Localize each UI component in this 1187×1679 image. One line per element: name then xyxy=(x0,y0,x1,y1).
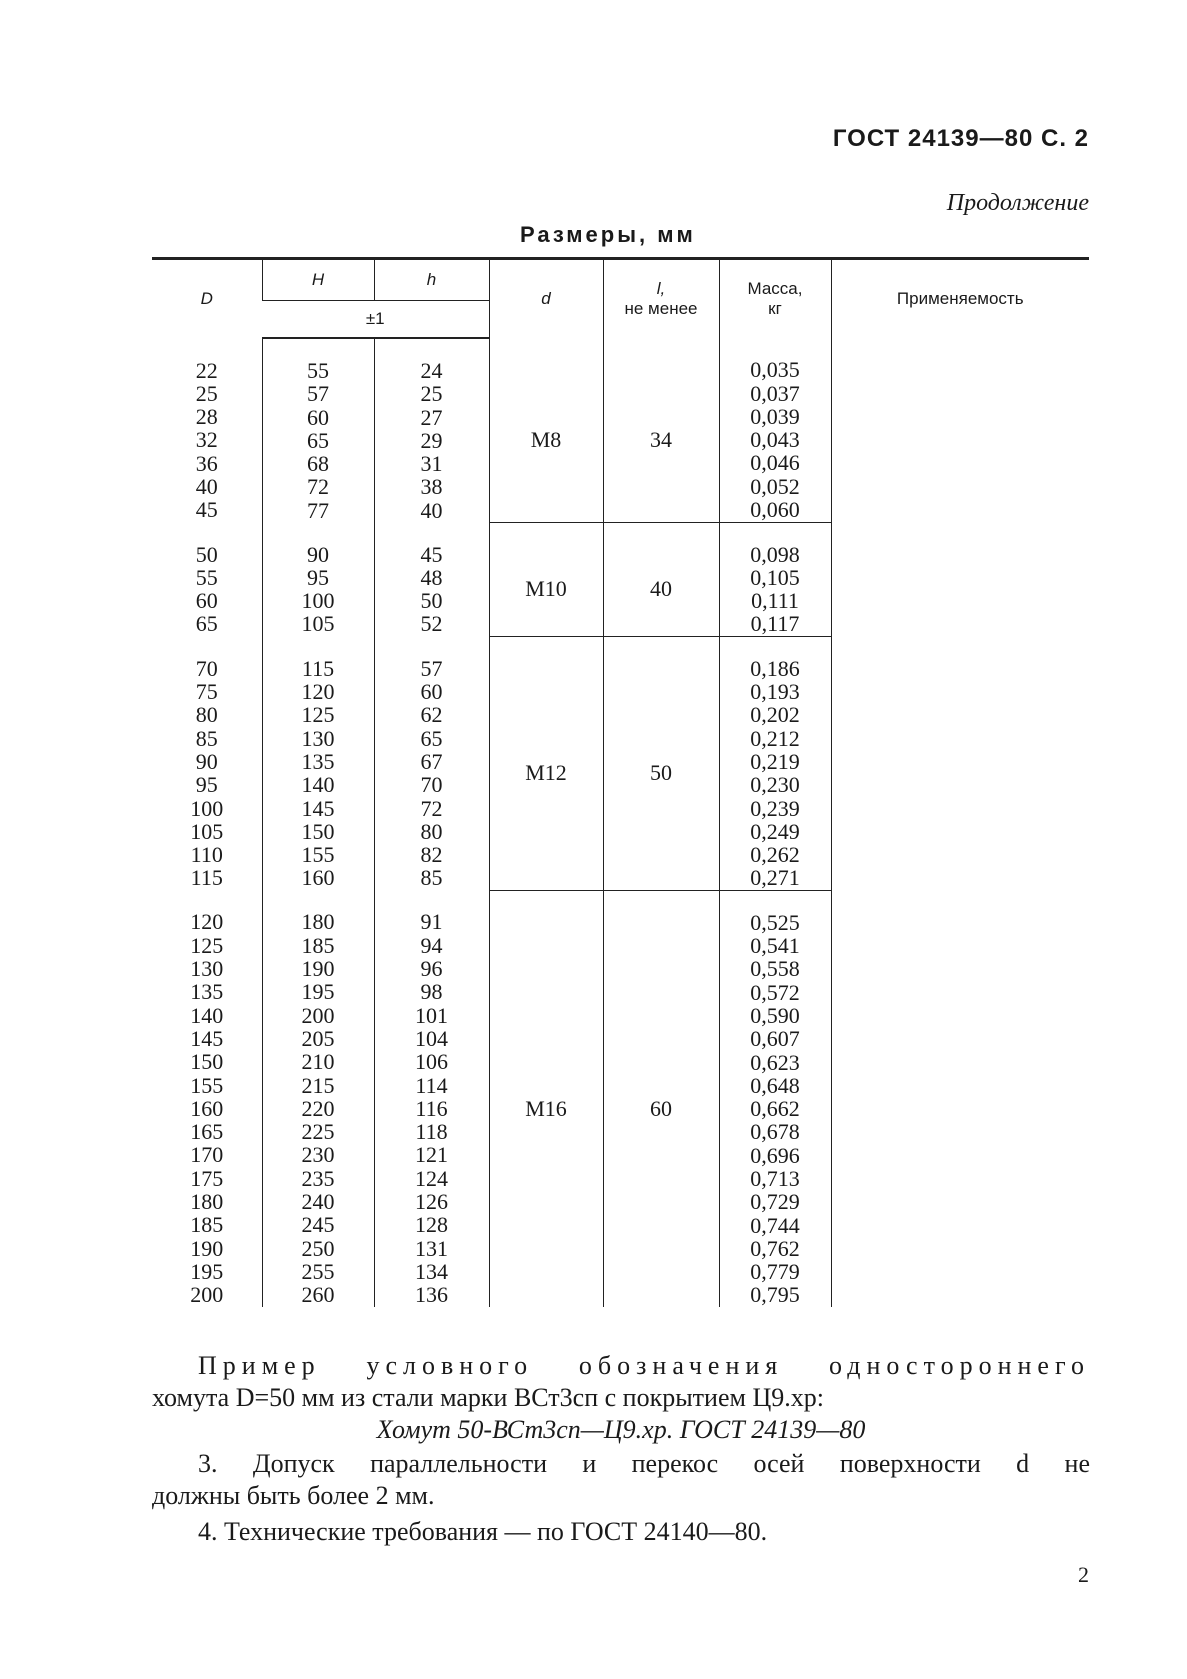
cell-h-value: 38 xyxy=(420,474,443,500)
cell-mass-value: 0,046 xyxy=(750,450,800,476)
cell-H-value: 105 xyxy=(301,611,335,637)
cell-D-value: 135 xyxy=(190,979,224,1005)
cell-mass-value: 0,262 xyxy=(750,842,800,868)
cell-mass-value: 0,623 xyxy=(750,1049,800,1075)
cell-D-value: 80 xyxy=(195,702,218,728)
cell-D-value: 70 xyxy=(195,655,218,681)
cell-applicability xyxy=(831,522,1089,636)
cell-H-value: 250 xyxy=(301,1235,335,1261)
cell-D-value: 155 xyxy=(190,1072,224,1098)
cell-D-value: 28 xyxy=(195,404,218,430)
cell-D-value: 45 xyxy=(195,497,218,523)
cell-D-value: 185 xyxy=(190,1212,224,1238)
cell-h xyxy=(374,636,489,890)
cell-mass-value: 0,111 xyxy=(751,588,799,614)
cell-mass-value: 0,662 xyxy=(750,1096,800,1122)
cell-H-value: 125 xyxy=(301,702,335,728)
cell-D-value: 140 xyxy=(190,1002,224,1028)
cell-H-value: 235 xyxy=(301,1165,335,1191)
cell-mass-value: 0,230 xyxy=(750,772,800,798)
cell-mass-value: 0,098 xyxy=(750,541,800,567)
cell-H-value: 60 xyxy=(307,404,329,430)
cell-H-value: 210 xyxy=(301,1049,335,1075)
cell-D-value: 40 xyxy=(195,473,218,499)
cell-mass-value: 0,795 xyxy=(750,1282,800,1308)
cell-D-value: 150 xyxy=(190,1049,224,1075)
cell-h-value: 70 xyxy=(420,772,443,798)
cell-h-value: 114 xyxy=(415,1072,448,1098)
cell-H-value: 57 xyxy=(307,381,329,407)
cell-mass-value: 0,202 xyxy=(750,702,800,728)
cell-h-value: 27 xyxy=(420,404,443,430)
cell-D-value: 95 xyxy=(195,772,218,798)
cell-mass-value: 0,193 xyxy=(750,679,800,705)
cell-mass-value: 0,607 xyxy=(750,1026,800,1052)
cell-h-value: 85 xyxy=(420,865,443,891)
cell-H-value: 200 xyxy=(301,1002,335,1028)
cell-H-value: 90 xyxy=(307,541,329,567)
cell-D-value: 200 xyxy=(190,1282,224,1308)
cell-H-value: 150 xyxy=(301,818,335,844)
cell-H-value: 215 xyxy=(301,1072,335,1098)
header-d: d xyxy=(489,259,603,339)
cell-h-value: 91 xyxy=(420,909,443,935)
cell-mass-value: 0,696 xyxy=(750,1142,800,1168)
cell-h-value: 67 xyxy=(420,748,443,774)
cell-mass-value: 0,678 xyxy=(750,1119,800,1145)
cell-mass-value: 0,762 xyxy=(750,1235,800,1261)
standard-header: ГОСТ 24139—80 С. 2 xyxy=(832,125,1089,152)
header-D: D xyxy=(152,259,262,339)
cell-H-value: 140 xyxy=(301,772,335,798)
cell-h-value: 94 xyxy=(420,932,443,958)
cell-H-value: 255 xyxy=(301,1258,335,1284)
cell-D-value: 50 xyxy=(195,541,218,567)
cell-mass-value: 0,105 xyxy=(750,564,800,590)
cell-H-value: 145 xyxy=(301,795,335,821)
cell-D-value: 85 xyxy=(195,725,218,751)
cell-h-value: 65 xyxy=(420,725,443,751)
header-mass xyxy=(719,259,831,339)
cell-mass-value: 0,239 xyxy=(750,795,800,821)
cell-D-value: 60 xyxy=(195,588,218,614)
table-group-row xyxy=(152,338,1089,522)
cell-h-value: 57 xyxy=(420,655,443,681)
cell-h-value: 136 xyxy=(415,1282,448,1308)
cell-H-value: 245 xyxy=(301,1212,335,1238)
cell-H xyxy=(262,890,374,1307)
cell-H-value: 195 xyxy=(301,979,335,1005)
header-tolerance: ±1 xyxy=(262,301,489,339)
cell-H-value: 220 xyxy=(301,1095,335,1121)
header-l-symbol: l, xyxy=(656,279,666,298)
cell-D xyxy=(152,890,262,1307)
cell-h-value: 104 xyxy=(415,1025,448,1051)
cell-H xyxy=(262,636,374,890)
cell-length: 40 xyxy=(603,522,719,636)
cell-H-value: 135 xyxy=(301,748,335,774)
cell-h-value: 48 xyxy=(420,564,443,590)
table-group-row xyxy=(152,636,1089,890)
cell-H-value: 190 xyxy=(301,956,335,982)
cell-D-value: 130 xyxy=(190,956,224,982)
cell-mass-value: 0,779 xyxy=(750,1259,800,1285)
header-l xyxy=(603,259,719,339)
cell-h-value: 62 xyxy=(420,702,443,728)
cell-mass-value: 0,249 xyxy=(750,818,800,844)
cell-mass xyxy=(719,636,831,890)
cell-mass-value: 0,052 xyxy=(750,473,800,499)
cell-h-value: 60 xyxy=(420,679,443,705)
cell-mass-value: 0,035 xyxy=(750,357,800,383)
cell-mass-value: 0,271 xyxy=(750,865,800,891)
cell-D-value: 175 xyxy=(190,1165,224,1191)
cell-h-value: 45 xyxy=(420,541,443,567)
cell-h-value: 29 xyxy=(420,427,443,453)
cell-H-value: 115 xyxy=(301,655,335,681)
page-number: 2 xyxy=(1078,1562,1089,1587)
cell-applicability xyxy=(831,890,1089,1307)
cell-length: 60 xyxy=(603,890,719,1307)
cell-D xyxy=(152,522,262,636)
cell-D-value: 145 xyxy=(190,1025,224,1051)
cell-h-value: 72 xyxy=(420,795,443,821)
cell-D xyxy=(152,636,262,890)
cell-h xyxy=(374,338,489,522)
cell-H-value: 205 xyxy=(301,1025,335,1051)
cell-D-value: 120 xyxy=(190,909,224,935)
table-group-row xyxy=(152,890,1089,1307)
cell-h-value: 118 xyxy=(415,1119,448,1145)
header-h: h xyxy=(374,259,489,301)
cell-D-value: 190 xyxy=(190,1235,224,1261)
cell-H-value: 225 xyxy=(301,1119,335,1145)
cell-thread: M10 xyxy=(489,522,603,636)
cell-h-value: 116 xyxy=(415,1095,448,1121)
cell-mass xyxy=(719,890,831,1307)
cell-h-value: 134 xyxy=(415,1258,448,1284)
cell-mass-value: 0,648 xyxy=(750,1072,800,1098)
example-line-2: хомута D=50 мм из стали марки ВСт3сп с покрытием Ц9.хр: xyxy=(152,1383,824,1412)
cell-H-value: 160 xyxy=(301,865,335,891)
cell-D-value: 65 xyxy=(195,611,218,637)
cell-h xyxy=(374,522,489,636)
cell-H-value: 65 xyxy=(307,427,329,453)
cell-mass xyxy=(719,338,831,522)
item-3-line-2: должны быть более 2 мм. xyxy=(152,1481,435,1510)
cell-H xyxy=(262,338,374,522)
cell-mass-value: 0,525 xyxy=(750,909,800,935)
cell-D-value: 165 xyxy=(190,1119,224,1145)
cell-mass-value: 0,713 xyxy=(750,1166,800,1191)
cell-H-value: 120 xyxy=(301,679,335,705)
cell-h-value: 31 xyxy=(420,451,443,477)
cell-applicability xyxy=(831,636,1089,890)
cell-D-value: 125 xyxy=(190,932,224,958)
cell-h-value: 40 xyxy=(420,497,443,523)
cell-D-value: 55 xyxy=(195,564,218,590)
cell-mass-value: 0,541 xyxy=(750,933,800,959)
cell-mass-value: 0,037 xyxy=(750,380,800,406)
cell-mass-value: 0,117 xyxy=(750,611,800,637)
cell-mass-value: 0,590 xyxy=(750,1002,800,1028)
item-4: 4. Технические требования — по ГОСТ 24140—80. xyxy=(198,1517,768,1546)
cell-D-value: 32 xyxy=(195,427,218,453)
cell-mass-value: 0,558 xyxy=(750,956,800,982)
cell-length: 34 xyxy=(603,338,719,522)
cell-mass-value: 0,060 xyxy=(750,497,800,523)
cell-mass-value: 0,186 xyxy=(750,655,800,681)
cell-H-value: 230 xyxy=(301,1142,335,1168)
cell-applicability xyxy=(831,338,1089,522)
cell-H-value: 185 xyxy=(301,932,335,958)
cell-mass-value: 0,039 xyxy=(750,403,800,429)
cell-h-value: 106 xyxy=(415,1049,448,1075)
cell-mass-value: 0,572 xyxy=(750,979,800,1005)
cell-h-value: 52 xyxy=(420,611,443,637)
cell-H-value: 55 xyxy=(307,358,329,383)
table-body xyxy=(152,338,1089,1307)
cell-H-value: 180 xyxy=(301,909,335,935)
item-3-line-1: 3. Допуск параллельности и перекос осей поверхности d не xyxy=(198,1449,1090,1478)
cell-mass-value: 0,219 xyxy=(750,748,800,774)
cell-thread: M16 xyxy=(489,890,603,1307)
cell-D-value: 75 xyxy=(195,679,218,705)
cell-mass xyxy=(719,522,831,636)
cell-mass-value: 0,043 xyxy=(750,427,800,453)
cell-h-value: 98 xyxy=(420,979,443,1005)
cell-D-value: 170 xyxy=(190,1142,224,1168)
cell-D-value: 90 xyxy=(195,748,218,774)
cell-H-value: 240 xyxy=(301,1189,335,1215)
cell-D-value: 110 xyxy=(190,842,223,868)
cell-D-value: 115 xyxy=(190,865,223,891)
header-l-text: не менее xyxy=(624,299,698,318)
cell-D-value: 36 xyxy=(195,450,218,476)
cell-D-value: 100 xyxy=(190,795,224,821)
cell-H-value: 130 xyxy=(301,725,335,751)
cell-H xyxy=(262,522,374,636)
cell-h-value: 24 xyxy=(420,358,443,383)
header-mass-unit: кг xyxy=(768,299,782,318)
cell-h-value: 82 xyxy=(420,842,443,868)
cell-h-value: 50 xyxy=(420,588,443,614)
cell-H-value: 260 xyxy=(301,1282,335,1308)
cell-thread: M12 xyxy=(489,636,603,890)
header-H: H xyxy=(262,259,374,301)
dimensions-table xyxy=(152,257,1089,1307)
continued-label: Продолжение xyxy=(946,190,1089,216)
cell-h-value: 131 xyxy=(415,1235,448,1261)
cell-D-value: 22 xyxy=(195,357,218,383)
cell-h-value: 121 xyxy=(415,1142,448,1168)
cell-mass-value: 0,744 xyxy=(750,1212,800,1238)
cell-h-value: 128 xyxy=(415,1212,448,1238)
example-line-1: Пример условного обозначения одностороннего xyxy=(198,1351,1090,1380)
cell-H-value: 100 xyxy=(301,588,335,614)
cell-h-value: 126 xyxy=(415,1189,448,1215)
cell-D-value: 105 xyxy=(190,818,224,844)
table-group-row xyxy=(152,522,1089,636)
cell-H-value: 77 xyxy=(307,497,329,523)
cell-h-value: 96 xyxy=(420,956,443,982)
table-caption: Размеры, мм xyxy=(520,222,696,247)
cell-mass-value: 0,212 xyxy=(750,725,800,751)
cell-D-value: 25 xyxy=(195,380,218,406)
cell-D-value: 160 xyxy=(190,1095,224,1121)
cell-H-value: 95 xyxy=(307,564,329,590)
cell-mass-value: 0,729 xyxy=(750,1189,800,1215)
cell-length: 50 xyxy=(603,636,719,890)
cell-D-value: 180 xyxy=(190,1189,224,1215)
cell-h-value: 25 xyxy=(420,381,443,407)
header-applicability: Применяемость xyxy=(831,259,1089,339)
example-designation: Хомут 50-ВСт3сп—Ц9.хр. ГОСТ 24139—80 xyxy=(376,1415,866,1444)
cell-thread: M8 xyxy=(489,338,603,522)
cell-D-value: 195 xyxy=(190,1258,224,1284)
cell-h-value: 101 xyxy=(415,1002,448,1028)
cell-h-value: 124 xyxy=(415,1165,448,1191)
cell-H-value: 155 xyxy=(301,842,335,868)
cell-h-value: 80 xyxy=(420,818,443,844)
cell-D xyxy=(152,338,262,522)
cell-h xyxy=(374,890,489,1307)
header-mass-label: Масса, xyxy=(747,279,803,298)
cell-H-value: 68 xyxy=(307,451,329,477)
cell-H-value: 72 xyxy=(307,474,329,500)
